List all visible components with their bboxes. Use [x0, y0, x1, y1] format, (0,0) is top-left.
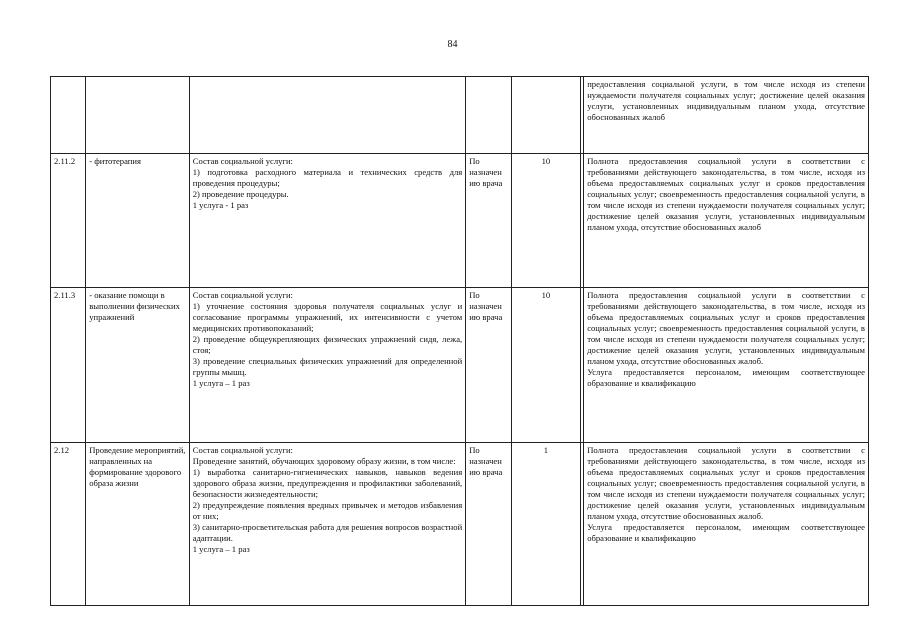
condition-cell	[466, 154, 512, 288]
content-line: Состав социальной услуги:	[192, 290, 293, 300]
table-row	[51, 288, 869, 443]
content-line: 1 услуга – 1 раз	[192, 378, 250, 388]
service-name-cell	[86, 288, 190, 443]
quality-criteria-cell	[584, 154, 869, 288]
condition-line: назначен	[469, 167, 502, 177]
services-table	[50, 76, 869, 606]
norm-value-cell: 10	[511, 288, 580, 443]
row-number-cell: 2.11.2	[51, 154, 86, 288]
content-line: Состав социальной услуги:	[192, 445, 293, 455]
table-row	[51, 154, 869, 288]
content-line: 1) уточнение состояния здоровья получателя социальных услуг и согласование программы упражнений, их интенсивности с учетом медицинских противопоказаний;	[192, 301, 463, 333]
quality-criteria-text: Услуга предоставляется персоналом, имеющим соответствующее образование и квалификацию	[587, 522, 865, 543]
quality-criteria-text: предоставления социальной услуги, в том числе исходя из степени нуждаемости получателя социальных услуг; достижение целей оказания услуги, установленных индивидуальным планом ухода, отсутствие обоснованных жалоб	[587, 79, 865, 122]
content-line: 2) проведение процедуры.	[192, 189, 289, 199]
row-number-cell	[51, 77, 86, 154]
condition-line: По	[469, 156, 480, 166]
quality-criteria-cell	[584, 443, 869, 606]
content-line: 3) проведение специальных физических упражнений для определенной группы мышц.	[192, 356, 463, 377]
content-line: 1 услуга - 1 раз	[192, 200, 249, 210]
content-line: 1) подготовка расходного материала и технических средств для проведения процедуры;	[192, 167, 463, 188]
quality-criteria-text: Полнота предоставления социальной услуги в соответствии с требованиями действующего законодательства, в том числе, исходя из объема предоставляемых социальных услуг и сроков предоставления социальных услуг; своевременность предоставления социальной услуги, в том числе исходя из степени нуждаемости получателя социальных услуг; достижение целей оказания услуги, установленных индивидуальным планом ухода, отсутствие обоснованных жалоб.	[587, 445, 865, 521]
service-name-text: Проведение мероприятий, направленных на формирование здорового образа жизни	[89, 445, 186, 488]
content-line: Состав социальной услуги:	[192, 156, 293, 166]
condition-line: По	[469, 445, 480, 455]
content-line: 2) проведение общеукрепляющих физических упражнений сидя, лежа, стоя;	[192, 334, 463, 355]
condition-line: назначен	[469, 456, 502, 466]
service-content-cell	[189, 77, 465, 154]
service-name-cell	[86, 154, 190, 288]
condition-line: ию врача	[469, 467, 503, 477]
service-name-cell	[86, 443, 190, 606]
quality-criteria-cell	[584, 77, 869, 154]
row-number-cell: 2.11.3	[51, 288, 86, 443]
condition-cell	[466, 443, 512, 606]
quality-criteria-text: Услуга предоставляется персоналом, имеющим соответствующее образование и квалификацию	[587, 367, 865, 388]
content-line: Проведение занятий, обучающих здоровому образу жизни, в том числе:	[192, 456, 456, 466]
quality-criteria-text: Полнота предоставления социальной услуги в соответствии с требованиями действующего законодательства, в том числе, исходя из объема предоставляемых социальных услуг и сроков предоставления социальных услуг; своевременность предоставления социальной услуги, в том числе исходя из степени нуждаемости получателя социальных услуг; достижение целей оказания услуги, установленных индивидуальным планом ухода, отсутствие обоснованных жалоб.	[587, 290, 865, 366]
service-name-cell	[86, 77, 190, 154]
norm-value-cell	[511, 77, 580, 154]
condition-cell	[466, 77, 512, 154]
condition-line: ию врача	[469, 178, 503, 188]
condition-line: назначен	[469, 301, 502, 311]
quality-criteria-text: Полнота предоставления социальной услуги в соответствии с требованиями действующего законодательства, в том числе, исходя из объема предоставляемых социальных услуг и сроков предоставления социальных услуг; своевременность предоставления социальной услуги, в том числе исходя из степени нуждаемости получателя социальных услуг; достижение целей оказания услуги, установленных индивидуальным планом ухода, отсутствие обоснованных жалоб	[587, 156, 865, 232]
content-line: 3) санитарно-просветительская работа для решения вопросов возрастной адаптации.	[192, 522, 463, 543]
row-number-cell: 2.12	[51, 443, 86, 606]
quality-criteria-cell	[584, 288, 869, 443]
condition-line: ию врача	[469, 312, 503, 322]
service-content-cell	[189, 154, 465, 288]
table-row	[51, 77, 869, 154]
table-row	[51, 443, 869, 606]
condition-line: По	[469, 290, 480, 300]
content-line: 1) выработка санитарно-гигиенических навыков, навыков ведения здорового образа жизни, предупреждения и профилактики заболеваний, безопасности жизнедеятельности;	[192, 467, 463, 499]
service-content-cell	[189, 443, 465, 606]
content-line: 2) предупреждение появления вредных привычек и методов избавления от них;	[192, 500, 463, 521]
service-name-text: - фитотерапия	[89, 156, 141, 166]
condition-cell	[466, 288, 512, 443]
page-number: 84	[447, 39, 458, 50]
norm-value-cell: 10	[511, 154, 580, 288]
service-content-cell	[189, 288, 465, 443]
content-line: 1 услуга – 1 раз	[192, 544, 250, 554]
service-name-text: - оказание помощи в выполнении физических упражнений	[89, 290, 180, 322]
norm-value-cell: 1	[511, 443, 580, 606]
